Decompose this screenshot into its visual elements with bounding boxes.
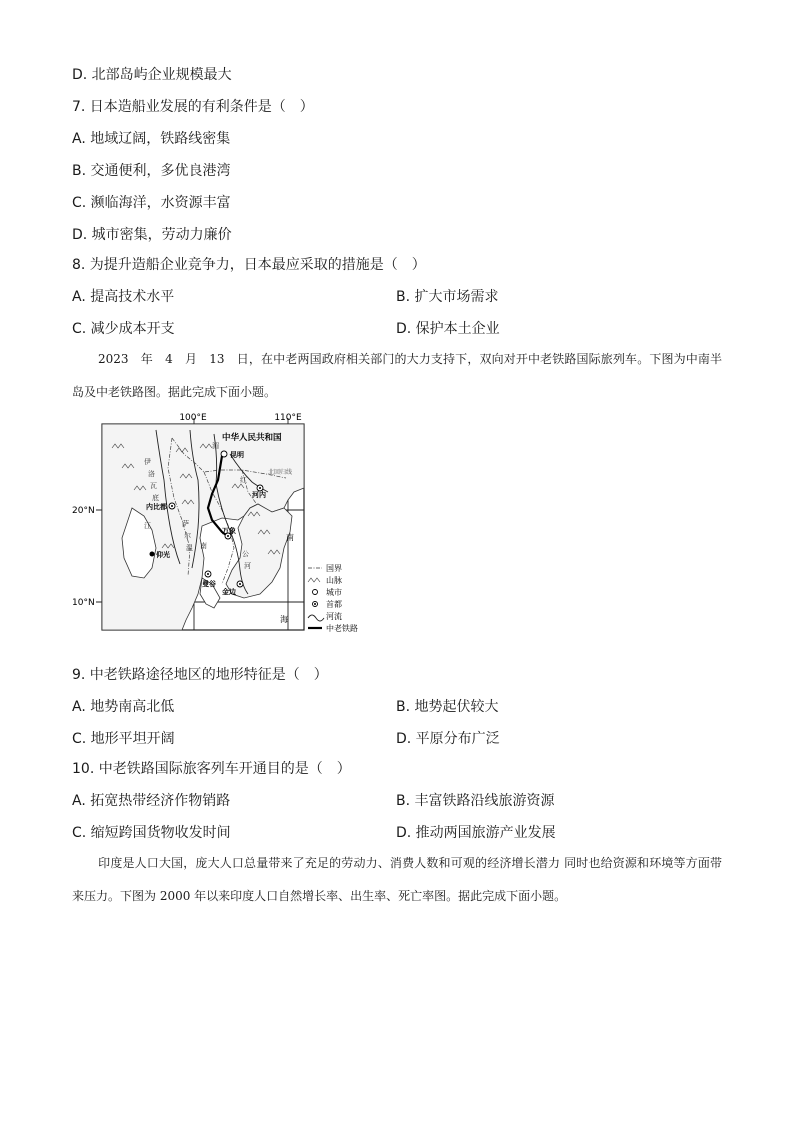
q9-option-a: A. 地势南高北低 bbox=[72, 699, 175, 715]
city-vientiane-label: 万象 bbox=[222, 527, 236, 535]
q7-stem: 7. 日本造船业发展的有利条件是（ ） bbox=[72, 99, 314, 115]
map-char-jiang: 江 bbox=[144, 522, 151, 530]
city-hanoi-dot bbox=[259, 487, 261, 489]
legend-river-label: 河流 bbox=[326, 612, 342, 621]
map-char-he: 河 bbox=[244, 562, 251, 570]
lat-label-20n: 20°N bbox=[72, 506, 95, 516]
q10-option-d: D. 推动两国旅游产业发展 bbox=[396, 825, 556, 841]
q9-option-d: D. 平原分布广泛 bbox=[396, 731, 500, 747]
city-phnompenh-dot bbox=[239, 583, 241, 585]
legend-border-label: 国界 bbox=[326, 564, 342, 573]
legend-mountain-symbol bbox=[308, 578, 320, 582]
q10-stem: 10. 中老铁路国际旅客列车开通目的是（ ） bbox=[72, 761, 351, 777]
map-char-mei: 湄 bbox=[212, 442, 219, 450]
map-char-nan: 南 bbox=[200, 542, 207, 550]
map-char-wa: 瓦 bbox=[150, 482, 157, 490]
legend-river-symbol bbox=[308, 615, 324, 621]
city-yangon-marker bbox=[150, 552, 155, 557]
q8-option-b: B. 扩大市场需求 bbox=[396, 289, 499, 305]
map-char-luo: 洛 bbox=[148, 470, 155, 478]
lat-label-10n: 10°N bbox=[72, 598, 95, 608]
intro-paragraph-1-text: 2023 年 4 月 13 日，在中老两国政府相关部门的大力支持下，双向对开中老铁路国际旅列车。下图为中南半岛及中老铁路图。据此完成下面小题。 bbox=[72, 352, 722, 399]
map-legend bbox=[308, 564, 358, 633]
q9-option-b: B. 地势起伏较大 bbox=[396, 699, 499, 715]
q8-option-c: C. 减少成本开支 bbox=[72, 321, 175, 337]
q10-option-a: A. 拓宽热带经济作物销路 bbox=[72, 793, 231, 809]
legend-mountain-label: 山脉 bbox=[326, 576, 342, 585]
city-phnompenh-label: 金边 bbox=[222, 588, 236, 596]
map-char-gong: 公 bbox=[242, 550, 249, 558]
q8-option-a: A. 提高技术水平 bbox=[72, 289, 175, 305]
q7-option-d: D. 城市密集，劳动力廉价 bbox=[72, 227, 232, 243]
q7-option-c: C. 濒临海洋，水资源丰富 bbox=[72, 195, 231, 211]
city-kunming-label: 昆明 bbox=[230, 451, 244, 459]
legend-capital-dot bbox=[314, 603, 316, 605]
city-naypyidaw-label: 内比都 bbox=[146, 503, 167, 511]
intro-paragraph-2 bbox=[72, 847, 722, 913]
map-char-hong: 红 bbox=[240, 476, 247, 484]
q10-option-b: B. 丰富铁路沿线旅游资源 bbox=[396, 793, 555, 809]
legend-city-symbol bbox=[313, 590, 318, 595]
lon-label-100e: 100°E bbox=[179, 413, 207, 423]
q8-option-d: D. 保护本土企业 bbox=[396, 321, 500, 337]
city-naypyidaw-dot bbox=[171, 505, 173, 507]
q6-option-d: D. 北部岛屿企业规模最大 bbox=[72, 67, 232, 83]
legend-railway-label: 中老铁路 bbox=[326, 624, 358, 633]
map-char-wen: 温 bbox=[186, 544, 193, 552]
intro-paragraph-1 bbox=[72, 343, 722, 409]
city-bangkok-label: 曼谷 bbox=[202, 580, 216, 588]
map-char-yi: 伊 bbox=[144, 458, 151, 466]
q7-option-b: B. 交通便利，多优良港湾 bbox=[72, 163, 231, 179]
map-sea-char-nan: 南 bbox=[286, 533, 294, 542]
city-vientiane-dot bbox=[227, 535, 229, 537]
legend-city-label: 城市 bbox=[326, 588, 342, 597]
city-hanoi-label: 河内 bbox=[252, 491, 266, 499]
lon-label-110e: 110°E bbox=[274, 413, 302, 423]
q10-option-c: C. 缩短跨国货物收发时间 bbox=[72, 825, 231, 841]
q7-option-a: A. 地域辽阔，铁路线密集 bbox=[72, 131, 231, 147]
q9-stem: 9. 中老铁路途径地区的地形特征是（ ） bbox=[72, 667, 328, 683]
q8-stem: 8. 为提升造船企业竞争力，日本最应采取的措施是（ ） bbox=[72, 257, 426, 273]
map-sea-char-hai: 海 bbox=[280, 615, 288, 624]
city-kunming-marker bbox=[221, 451, 227, 457]
city-bangkok-dot bbox=[207, 573, 209, 575]
map-country-label: 中华人民共和国 bbox=[222, 433, 282, 443]
intro-paragraph-2-text: 印度是人口大国，庞大人口总量带来了充足的劳动力、消费人数和可观的经济增长潜力 同时也给资源和环境等方面带来压力。下图为 2000 年以来印度人口自然增长率、出生率、死亡率图。据此完成下面小题。 bbox=[72, 856, 722, 903]
q9-option-c: C. 地形平坦开阔 bbox=[72, 731, 175, 747]
map-tropic-label: 北回归线 bbox=[268, 469, 293, 476]
legend-capital-label: 首都 bbox=[326, 600, 342, 609]
map-char-di: 底 bbox=[152, 494, 159, 502]
indochina-railway-map bbox=[72, 408, 372, 638]
map-char-er: 尔 bbox=[184, 532, 191, 540]
map-char-sa: 萨 bbox=[182, 520, 189, 528]
city-yangon-label: 仰光 bbox=[156, 551, 170, 559]
